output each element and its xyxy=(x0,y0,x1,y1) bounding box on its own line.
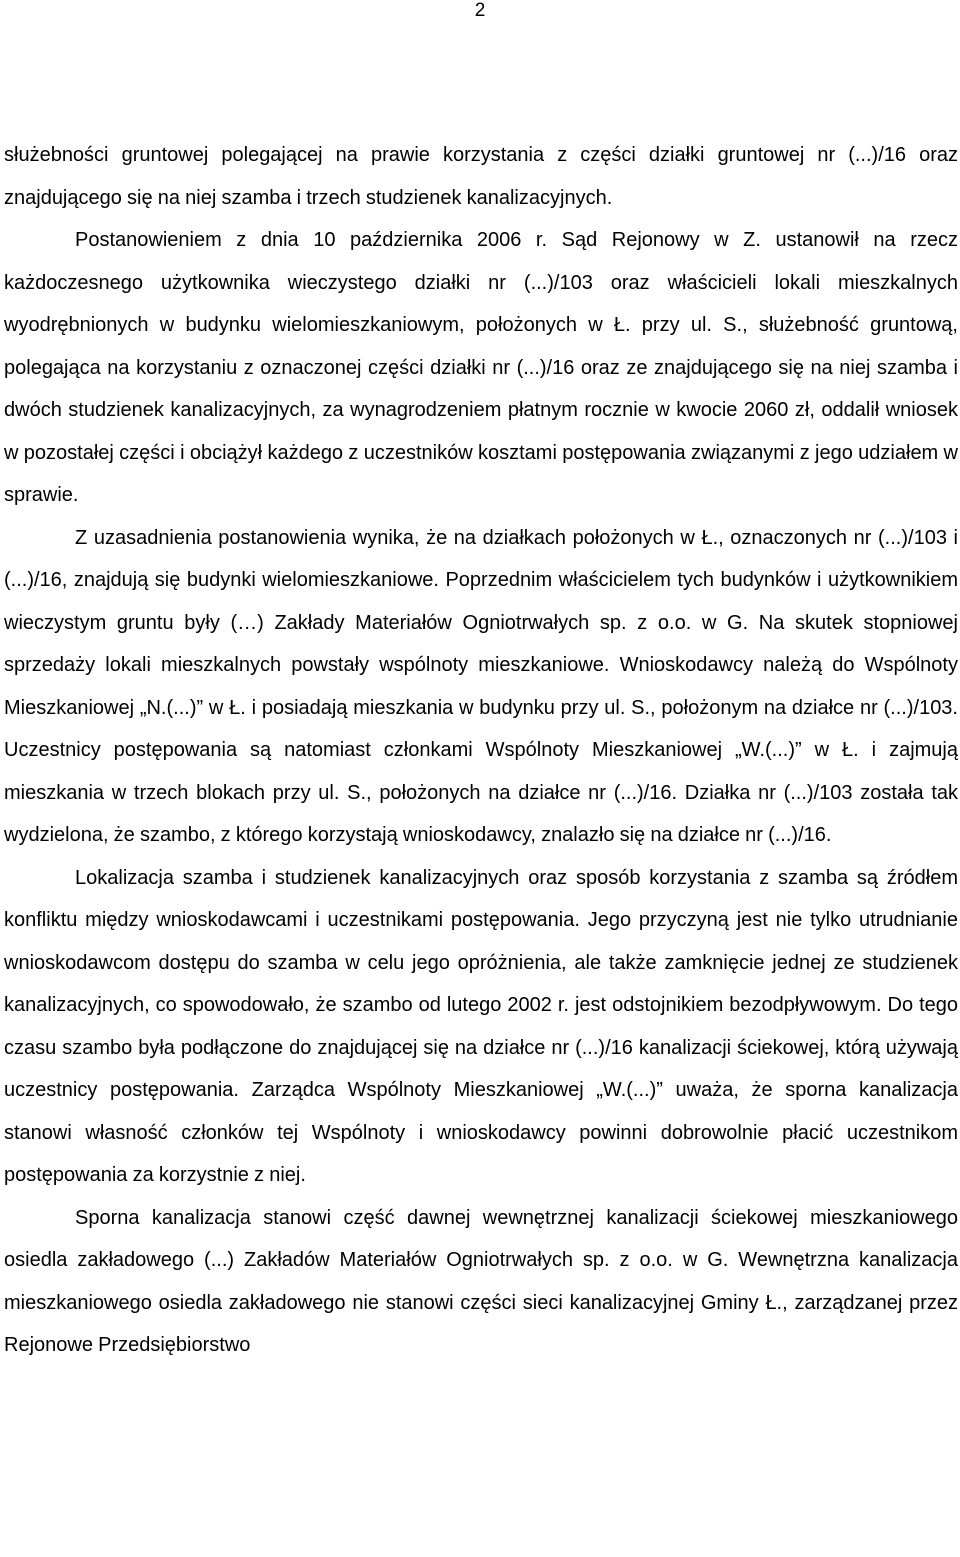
document-body xyxy=(4,134,958,1367)
paragraph-1: służebności gruntowej polegającej na prawie korzystania z części działki gruntowej nr (...)/16 oraz znajdującego się na niej szamba i trzech studzienek kanalizacyjnych. xyxy=(4,144,958,209)
paragraph-2: Postanowieniem z dnia 10 października 2006 r. Sąd Rejonowy w Z. ustanowił na rzecz każdoczesnego użytkownika wieczystego działki nr (...)/103 oraz właścicieli lokali mieszkalnych wyodrębnionych w budynku wielomieszkaniowym, położonych w Ł. przy ul. S., służebność gruntową, polegająca na korzystaniu z oznaczonej części działki nr (...)/16 oraz ze znajdującego się na niej szamba i dwóch studzienek kanalizacyjnych, za wynagrodzeniem płatnym rocznie w kwocie 2060 zł, oddalił wniosek w pozostałej części i obciążył każdego z uczestników kosztami postępowania związanymi z jego udziałem w sprawie. xyxy=(4,229,958,506)
paragraph-5: Sporna kanalizacja stanowi część dawnej wewnętrznej kanalizacji ściekowej mieszkaniowego osiedla zakładowego (...) Zakładów Materiałów Ogniotrwałych sp. z o.o. w G. Wewnętrzna kanalizacja mieszkaniowego osiedla zakładowego nie stanowi części sieci kanalizacyjnej Gminy Ł., zarządzanej przez Rejonowe Przedsiębiorstwo xyxy=(4,1206,958,1356)
paragraph-3: Z uzasadnienia postanowienia wynika, że na działkach położonych w Ł., oznaczonych nr (...)/103 i (...)/16, znajdują się budynki wielomieszkaniowe. Poprzednim właścicielem tych budynków i użytkownikiem wieczystym gruntu były (…) Zakłady Materiałów Ogniotrwałych sp. z o.o. w G. Na skutek stopniowej sprzedaży lokali mieszkalnych powstały wspólnoty mieszkaniowe. Wnioskodawcy należą do Wspólnoty Mieszkaniowej „N.(...)” w Ł. i posiadają mieszkania w budynku przy ul. S., położonym na działce nr (...)/103. Uczestnicy postępowania są natomiast członkami Wspólnoty Mieszkaniowej „W.(...)” w Ł. i zajmują mieszkania w trzech blokach przy ul. S., położonych na działce nr (...)/16. Działka nr (...)/103 została tak wydzielona, że szambo, z którego korzystają wnioskodawcy, znalazło się na działce nr (...)/16. xyxy=(4,526,958,846)
paragraph-4: Lokalizacja szamba i studzienek kanalizacyjnych oraz sposób korzystania z szamba są źródłem konfliktu między wnioskodawcami i uczestnikami postępowania. Jego przyczyną jest nie tylko utrudnianie wnioskodawcom dostępu do szamba w celu jego opróżnienia, ale także zamknięcie jednej ze studzienek kanalizacyjnych, co spowodowało, że szambo od lutego 2002 r. jest odstojnikiem bezodpływowym. Do tego czasu szambo była podłączone do znajdującej się na działce nr (...)/16 kanalizacji ściekowej, którą używają uczestnicy postępowania. Zarządca Wspólnoty Mieszkaniowej „W.(...)” uważa, że sporna kanalizacja stanowi własność członków tej Wspólnoty i wnioskodawcy powinni dobrowolnie płacić uczestnikom postępowania za korzystnie z niej. xyxy=(4,866,958,1186)
page-number: 2 xyxy=(474,0,486,21)
